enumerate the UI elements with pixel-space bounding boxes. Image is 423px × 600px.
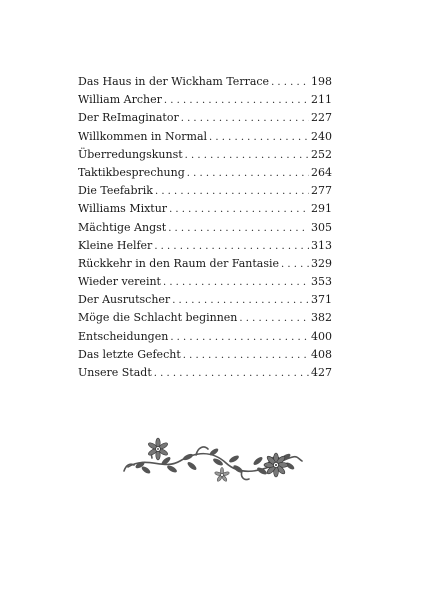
floral-vine-ornament-icon bbox=[118, 437, 308, 485]
dot-leader bbox=[281, 256, 309, 274]
toc-entry-title: Die Teefabrik bbox=[78, 184, 153, 198]
dot-leader bbox=[154, 365, 309, 383]
toc-entry-title: Das Haus in der Wickham Terrace bbox=[78, 75, 270, 88]
toc-entry-page-number: 305 bbox=[311, 220, 332, 234]
dot-leader bbox=[154, 238, 309, 256]
toc-entry-title: Das letzte Gefecht bbox=[78, 347, 181, 361]
toc-entry-title: Wieder vereint bbox=[78, 275, 161, 289]
toc-entry-page-number: 329 bbox=[311, 256, 332, 270]
toc-entry bbox=[78, 200, 332, 218]
toc-entry bbox=[78, 146, 332, 164]
toc-entry-title: Der ReImaginator bbox=[78, 111, 179, 125]
toc-entry bbox=[78, 91, 332, 109]
toc-entry bbox=[78, 109, 332, 127]
toc-entry bbox=[78, 273, 332, 291]
toc-entry-page-number: 427 bbox=[311, 366, 332, 379]
toc-entry bbox=[78, 291, 332, 309]
toc-entry-page-number: 400 bbox=[311, 329, 332, 343]
toc-entry bbox=[78, 73, 332, 91]
toc-entry-title: Mächtige Angst bbox=[78, 220, 167, 234]
toc-entry-page-number: 313 bbox=[311, 238, 332, 252]
toc-entry-title: Rückkehr in den Raum der Fantasie bbox=[78, 256, 280, 270]
toc-entry-page-number: 291 bbox=[311, 202, 332, 216]
toc-entry bbox=[78, 364, 332, 382]
toc-entry-title: Willkommen in Normal bbox=[78, 129, 208, 143]
toc-entry-title: William Archer bbox=[78, 93, 162, 107]
dot-leader bbox=[209, 129, 309, 147]
toc-entry-title: Unsere Stadt bbox=[78, 366, 152, 379]
table-of-contents bbox=[78, 73, 332, 382]
toc-entry-title: Möge die Schlacht beginnen bbox=[78, 311, 238, 325]
dot-leader bbox=[170, 329, 309, 347]
toc-entry bbox=[78, 346, 332, 364]
toc-entry-page-number: 264 bbox=[311, 165, 332, 179]
toc-entry-title: Taktikbesprechung bbox=[78, 165, 185, 179]
dot-leader bbox=[164, 92, 309, 110]
toc-entry bbox=[78, 328, 332, 346]
dot-leader bbox=[172, 292, 309, 310]
toc-entry-page-number: 252 bbox=[311, 147, 332, 161]
toc-entry bbox=[78, 255, 332, 273]
toc-entry-page-number: 382 bbox=[311, 311, 332, 325]
dot-leader bbox=[187, 165, 309, 183]
toc-entry-title: Williams Mixtur bbox=[78, 202, 168, 216]
toc-entry-title: Der Ausrutscher bbox=[78, 293, 171, 307]
toc-entry-page-number: 240 bbox=[311, 129, 332, 143]
toc-entry bbox=[78, 309, 332, 327]
dot-leader bbox=[181, 110, 309, 128]
dot-leader bbox=[185, 147, 309, 165]
toc-entry bbox=[78, 219, 332, 237]
dot-leader bbox=[183, 347, 309, 365]
toc-entry bbox=[78, 237, 332, 255]
toc-entry-page-number: 408 bbox=[311, 347, 332, 361]
toc-entry bbox=[78, 128, 332, 146]
toc-entry-page-number: 227 bbox=[311, 111, 332, 125]
dot-leader bbox=[169, 201, 309, 219]
toc-entry-page-number: 198 bbox=[311, 75, 332, 88]
dot-leader bbox=[163, 274, 309, 292]
toc-entry bbox=[78, 182, 332, 200]
toc-entry-page-number: 353 bbox=[311, 275, 332, 289]
toc-entry bbox=[78, 164, 332, 182]
toc-entry-title: Überredungskunst bbox=[78, 147, 183, 161]
toc-entry-page-number: 371 bbox=[311, 293, 332, 307]
toc-entry-title: Kleine Helfer bbox=[78, 238, 153, 252]
dot-leader bbox=[168, 220, 309, 238]
toc-entry-page-number: 211 bbox=[311, 93, 332, 107]
dot-leader bbox=[155, 183, 309, 201]
toc-entry-page-number: 277 bbox=[311, 184, 332, 198]
toc-entry-title: Entscheidungen bbox=[78, 329, 169, 343]
dot-leader bbox=[271, 74, 309, 92]
dot-leader bbox=[239, 310, 309, 328]
